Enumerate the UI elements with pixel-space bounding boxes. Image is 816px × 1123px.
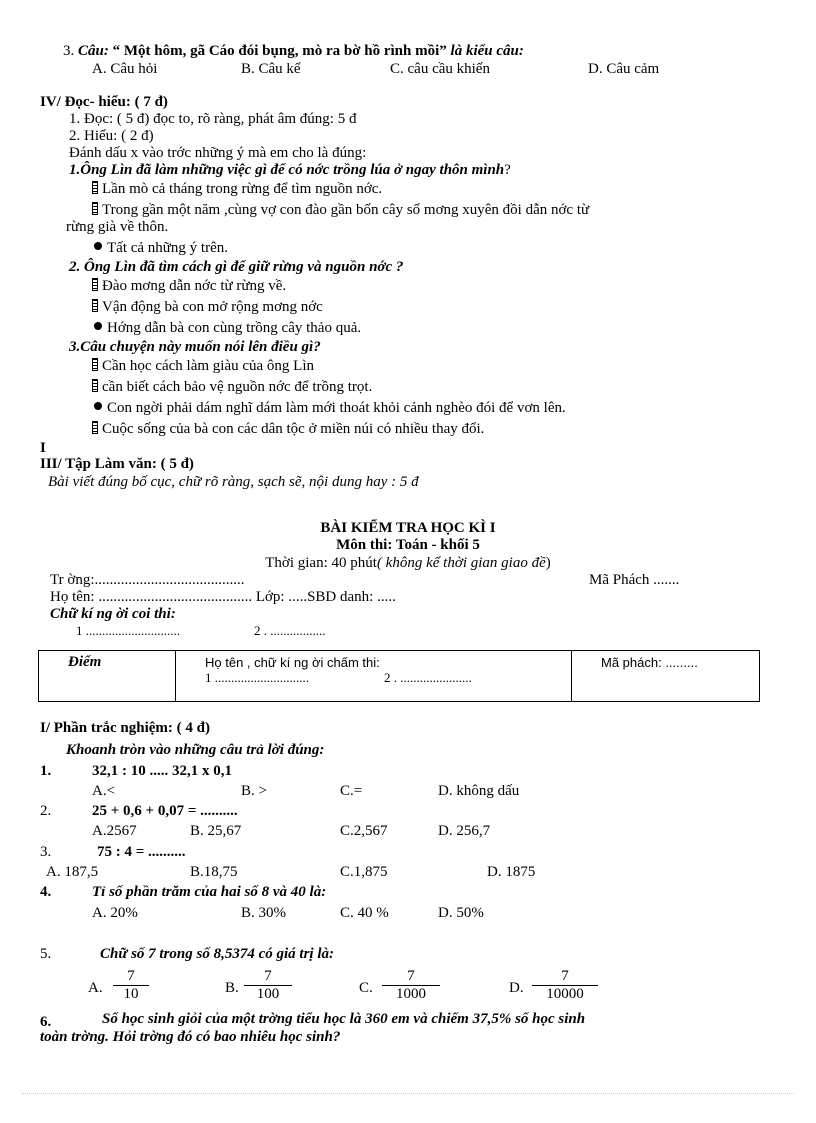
- stray-letter: I: [40, 440, 46, 456]
- school-field: Tr ờng:........................................: [50, 572, 245, 588]
- q3-option-b: B. Câu kể: [241, 61, 301, 77]
- grader-label: Họ tên , chữ kí ng ời chấm thi:: [205, 655, 380, 670]
- checkbox-icon: [92, 379, 98, 392]
- checkbox-icon: [92, 358, 98, 371]
- mc-4-option-c: C. 40 %: [340, 905, 389, 921]
- part-1-instruction: Khoanh tròn vào những câu trả lời đúng:: [66, 742, 325, 758]
- bullet-icon: [94, 402, 102, 410]
- exam-subject: Môn thi: Toán - khối 5: [336, 537, 480, 553]
- score-box: [38, 650, 760, 702]
- bullet-icon: [94, 242, 102, 250]
- section-4-heading: IV/ Đọc- hiểu: ( 7 đ): [40, 94, 168, 110]
- mc-2-number: 2.: [40, 803, 52, 819]
- q3b-option-2: cần biết cách bảo vệ nguồn nớc để trồng trọt.: [92, 379, 372, 396]
- q3b-option-3: Con ngời phải dám nghĩ dám làm mới thoát khỏi cảnh nghèo đói để vơn lên.: [94, 400, 566, 417]
- q5-option-a-fraction: [113, 968, 149, 1003]
- numerator: 7: [382, 968, 440, 986]
- proctor-signature-label: Chữ kí ng ời coi thi:: [50, 606, 176, 622]
- denominator: 100: [256, 986, 280, 1002]
- q5-option-c-fraction: [382, 968, 440, 1003]
- q5-option-a-label: A.: [88, 980, 103, 996]
- q5-option-d-fraction: [532, 968, 598, 1003]
- mc-1-number: 1.: [40, 763, 52, 779]
- mc-1-option-b: B. >: [241, 783, 267, 799]
- exam-time: Thời gian: 40 phút( không kể thời gian giao đề): [265, 555, 551, 571]
- mc-4-option-b: B. 30%: [241, 905, 286, 921]
- q3b-option-4: Cuộc sống của bà con các dân tộc ở miền núi có nhiều thay đổi.: [92, 421, 484, 438]
- mc-3-number: 3.: [40, 844, 52, 860]
- mc-3-option-c: C.1,875: [340, 864, 388, 880]
- mc-3-option-a: A. 187,5: [46, 864, 99, 880]
- mc-1-option-d: D. không dấu: [438, 783, 520, 799]
- mc-2-option-b: B. 25,67: [190, 823, 242, 839]
- question-3b: 3.Câu chuyện này muốn nói lên điều gì?: [69, 339, 321, 355]
- code-label: Mã phách: .........: [601, 655, 698, 670]
- mc-4-option-a: A. 20%: [92, 905, 138, 921]
- q2-option-2: Vận động bà con mở rộng mơng nớc: [92, 299, 323, 316]
- mc-3-option-d: D. 1875: [487, 864, 536, 880]
- q1-option-3: Tất cả những ý trên.: [94, 240, 228, 257]
- score-label: Điểm: [68, 654, 102, 670]
- mc-2-question: 25 + 0,6 + 0,07 = ..........: [92, 803, 238, 819]
- mc-2-option-a: A.2567: [92, 823, 137, 839]
- q5-number: 5.: [40, 946, 52, 962]
- bullet-icon: [94, 322, 102, 330]
- section-3-note: Bài viết đúng bố cục, chữ rõ ràng, sạch sẽ, nội dung hay : 5 đ: [48, 474, 419, 490]
- checkbox-icon: [92, 299, 98, 312]
- mc-1-option-c: C.=: [340, 783, 363, 799]
- question-3: 3. Câu: “ Một hôm, gã Cáo đói bụng, mò ra bờ hồ rình mồi” là kiểu câu:: [63, 43, 524, 59]
- q2-option-1: Đào mơng dẫn nớc từ rừng về.: [92, 278, 286, 295]
- mc-3-question: 75 : 4 = ..........: [97, 844, 186, 860]
- mc-4-option-d: D. 50%: [438, 905, 484, 921]
- grader-signature-2: 2 . ......................: [384, 670, 472, 685]
- mc-1-question: 32,1 : 10 ..... 32,1 x 0,1: [92, 763, 232, 779]
- mc-1-option-a: A.<: [92, 783, 116, 799]
- q5-option-c-label: C.: [359, 980, 373, 996]
- mc-3-option-b: B.18,75: [190, 864, 238, 880]
- numerator: 7: [113, 968, 149, 986]
- q5-question: Chữ số 7 trong số 8,5374 có giá trị là:: [100, 946, 335, 962]
- q1-option-2-cont: rừng già về thôn.: [66, 219, 169, 235]
- q6-question-cont: toàn trờng. Hỏi trờng đó có bao nhiêu học sinh?: [40, 1029, 341, 1045]
- checkbox-icon: [92, 278, 98, 291]
- denominator: 10: [123, 986, 139, 1002]
- reading-line-2: 2. Hiểu: ( 2 đ): [69, 128, 154, 144]
- numerator: 7: [244, 968, 292, 986]
- divider: [571, 651, 572, 701]
- denominator: 1000: [396, 986, 426, 1002]
- divider: [175, 651, 176, 701]
- mc-4-question: Tỉ số phần trăm của hai số 8 và 40 là:: [92, 884, 327, 900]
- proctor-signature-2: 2 . .................: [254, 623, 326, 638]
- q3-option-c: C. câu cầu khiến: [390, 61, 490, 77]
- mc-4-number: 4.: [40, 884, 52, 900]
- denominator: 10000: [546, 986, 584, 1002]
- q3-option-a: A. Câu hỏi: [92, 61, 158, 77]
- reading-line-1: 1. Đọc: ( 5 đ) đọc to, rõ ràng, phát âm đúng: 5 đ: [69, 111, 357, 127]
- checkbox-icon: [92, 181, 98, 194]
- q6-number: 6.: [40, 1014, 52, 1030]
- q3b-option-1: Cần học cách làm giàu của ông Lìn: [92, 358, 314, 375]
- code-field: Mã Phách .......: [589, 572, 680, 588]
- mc-2-option-d: D. 256,7: [438, 823, 491, 839]
- question-1: 1.Ông Lìn đã làm những việc gì để có nớc trồng lúa ở ngay thôn mình?: [69, 162, 511, 178]
- q5-option-b-fraction: [244, 968, 292, 1003]
- q1-option-2: Trong gần một năm ,cùng vợ con đào gần bốn cây số mơng xuyên đồi dẫn nớc từ: [92, 202, 589, 219]
- proctor-signature-1: 1 .............................: [76, 623, 180, 638]
- checkbox-icon: [92, 202, 98, 215]
- q5-option-b-label: B.: [225, 980, 239, 996]
- question-2: 2. Ông Lìn đã tìm cách gì để giữ rừng và nguồn nớc ?: [69, 259, 404, 275]
- mc-2-option-c: C.2,567: [340, 823, 388, 839]
- q5-option-d-label: D.: [509, 980, 524, 996]
- name-field: Họ tên: ......................................... Lớp: .....SBD danh: .....: [50, 589, 396, 605]
- page-footer-line: [22, 1093, 794, 1094]
- instruction: Đánh dấu x vào trớc những ý mà em cho là đúng:: [69, 145, 367, 161]
- q1-option-1: Lần mò cả tháng trong rừng để tìm nguồn nớc.: [92, 181, 382, 198]
- numerator: 7: [532, 968, 598, 986]
- grader-signature-1: 1 .............................: [205, 670, 309, 685]
- checkbox-icon: [92, 421, 98, 434]
- exam-title: BÀI KIỂM TRA HỌC KÌ I: [320, 520, 496, 536]
- section-3-heading: III/ Tập Làm văn: ( 5 đ): [40, 456, 194, 472]
- part-1-heading: I/ Phần trắc nghiệm: ( 4 đ): [40, 720, 210, 736]
- q2-option-3: Hớng dẫn bà con cùng trồng cây thảo quả.: [94, 320, 361, 337]
- q3-option-d: D. Câu cảm: [588, 61, 660, 77]
- q6-question: Số học sinh giỏi của một trờng tiểu học là 360 em và chiếm 37,5% số học sinh: [102, 1011, 586, 1027]
